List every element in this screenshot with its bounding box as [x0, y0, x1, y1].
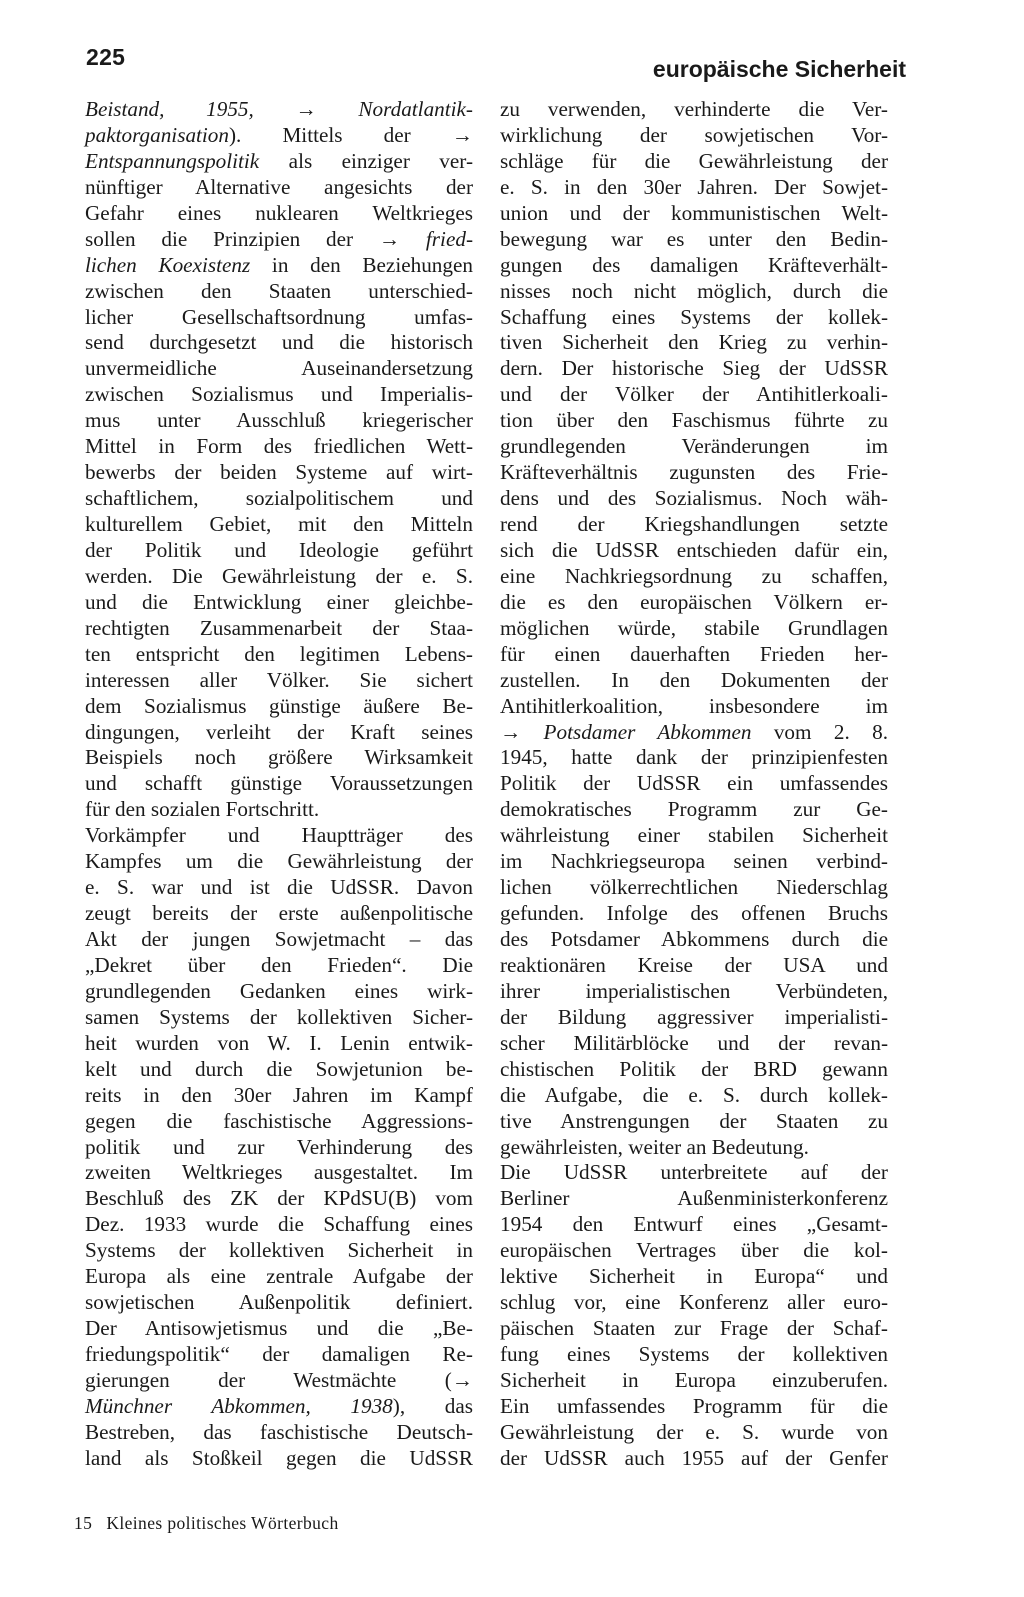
text-line: Beschluß des ZK der KPdSU(B) vom — [85, 1186, 473, 1211]
text-line: union und der kommunistischen Welt- — [500, 200, 888, 225]
text-line: tion über den Faschismus führte zu — [500, 408, 888, 433]
text-line: die es den europäischen Völkern er- — [500, 589, 888, 614]
text-line: nisses noch nicht möglich, durch die — [500, 278, 888, 303]
text-line: zu verwenden, verhinderte die Ver- — [500, 97, 888, 121]
footer — [74, 1513, 353, 1534]
running-head: europäische Sicherheit — [652, 56, 906, 82]
text-line: Bestreben, das faschistische Deutsch- — [85, 1419, 473, 1444]
text-line: Ein umfassendes Programm für die — [500, 1393, 888, 1418]
text-line: zustellen. In den Dokumenten der — [500, 667, 888, 692]
page-number: 225 — [86, 44, 126, 70]
text-line: der UdSSR auch 1955 auf der Genfer — [500, 1445, 888, 1470]
text-line: politik und zur Verhinderung des — [85, 1134, 473, 1159]
text-line: e. S. in den 30er Jahren. Der Sowjet- — [500, 174, 888, 199]
text-line: gefunden. Infolge des offenen Bruchs — [500, 901, 888, 926]
text-line: kulturellem Gebiet, mit den Mitteln — [85, 512, 473, 536]
text-line: ten entspricht den legitimen Lebens- — [85, 641, 473, 666]
text-line: lichen Koexistenz in den Beziehungen — [85, 252, 473, 277]
text-line: heit wurden von W. I. Lenin entwik- — [85, 1030, 473, 1055]
text-line: bewegung war es unter den Bedin- — [500, 226, 888, 251]
text-line: Sicherheit in Europa einzuberufen. — [500, 1367, 888, 1392]
text-line: reits in den 30er Jahren im Kampf — [85, 1082, 473, 1107]
text-line: dens und des Sozialismus. Noch wäh- — [500, 486, 888, 511]
text-column-right — [500, 97, 888, 1472]
text-line: sich die UdSSR entschieden dafür ein, — [500, 537, 888, 562]
text-line: gegen die faschistische Aggressions- — [85, 1108, 473, 1133]
text-line: schlug vor, eine Konferenz aller euro- — [500, 1290, 888, 1315]
text-line: zwischen den Staaten unterschied- — [85, 278, 473, 303]
text-line: dem Sozialismus günstige äußere Be- — [85, 693, 473, 718]
text-line: und schafft günstige Voraussetzungen — [85, 771, 473, 796]
text-line: die Aufgabe, die e. S. durch kollek- — [500, 1082, 888, 1107]
text-line: Gefahr eines nuklearen Weltkrieges — [85, 200, 473, 225]
text-line: friedungspolitik“ der damaligen Re- — [85, 1342, 473, 1366]
text-line: gewährleisten, weiter an Bedeutung. — [500, 1134, 809, 1159]
text-line: dern. Der historische Sieg der UdSSR — [500, 356, 888, 381]
text-line: bewerbs der beiden Systeme auf wirt- — [85, 460, 473, 485]
text-line: → Potsdamer Abkommen vom 2. 8. — [500, 719, 888, 744]
text-line: Vorkämpfer und Hauptträger des — [85, 823, 473, 848]
text-line: chistischen Politik der BRD gewann — [500, 1056, 888, 1081]
text-line: Der Antisowjetismus und die „Be- — [85, 1316, 473, 1341]
text-line: unvermeidliche Auseinandersetzung — [85, 356, 473, 381]
text-line: zwischen Sozialismus und Imperialis- — [85, 382, 473, 407]
text-line: rechtigten Zusammenarbeit der Staa- — [85, 615, 473, 640]
text-line: möglichen würde, stabile Grundlagen — [500, 615, 888, 640]
text-line: Antihitlerkoalition, insbesondere im — [500, 693, 888, 718]
text-line: mus unter Ausschluß kriegerischer — [85, 408, 473, 433]
text-line: sollen die Prinzipien der → fried- — [85, 226, 473, 251]
text-line: zeugt bereits der erste außenpolitische — [85, 901, 473, 926]
text-line: interessen aller Völker. Sie sichert — [85, 667, 473, 692]
text-line: Beistand, 1955, → Nordatlantik- — [85, 97, 473, 121]
text-line: und der Völker der Antihitlerkoali- — [500, 382, 888, 407]
text-line: des Potsdamer Abkommens durch die — [500, 927, 888, 951]
text-line: gungen des damaligen Kräfteverhält- — [500, 252, 888, 277]
text-line: grundlegenden Gedanken eines wirk- — [85, 978, 473, 1003]
text-line: für einen dauerhaften Frieden her- — [500, 641, 888, 666]
text-line: werden. Die Gewährleistung der e. S. — [85, 563, 473, 588]
text-line: grundlegenden Veränderungen im — [500, 434, 888, 459]
text-line: päischen Staaten zur Frage der Schaf- — [500, 1316, 888, 1341]
footer-signature: 15 — [74, 1513, 93, 1533]
text-line: Die UdSSR unterbreitete auf der — [500, 1160, 888, 1185]
text-line: lichen völkerrechtlichen Niederschlag — [500, 875, 888, 900]
text-line: kelt und durch die Sowjetunion be- — [85, 1056, 473, 1081]
text-line: fung eines Systems der kollektiven — [500, 1342, 888, 1366]
text-line: Systems der kollektiven Sicherheit in — [85, 1238, 473, 1263]
text-line: 1954 den Entwurf eines „Gesamt- — [500, 1212, 888, 1237]
text-line: send durchgesetzt und die historisch — [85, 330, 473, 355]
text-line: land als Stoßkeil gegen die UdSSR — [85, 1445, 473, 1470]
text-line: zweiten Weltkrieges ausgestaltet. Im — [85, 1160, 473, 1185]
text-line: scher Militärblöcke und der revan- — [500, 1030, 888, 1055]
text-line: gierungen der Westmächte (→ — [85, 1367, 473, 1392]
text-line: Europa als eine zentrale Aufgabe der — [85, 1264, 473, 1289]
text-column-left — [85, 97, 473, 1472]
text-line: paktorganisation). Mittels der → — [85, 122, 473, 147]
text-line: Münchner Abkommen, 1938), das — [85, 1393, 473, 1418]
footer-book-title: Kleines politisches Wörterbuch — [106, 1513, 339, 1533]
text-line: ihrer imperialistischen Verbündeten, — [500, 978, 888, 1003]
text-line: Entspannungspolitik als einziger ver- — [85, 148, 473, 173]
text-line: der Politik und Ideologie geführt — [85, 537, 473, 562]
text-line: eine Nachkriegsordnung zu schaffen, — [500, 563, 888, 588]
text-line: dingungen, verleiht der Kraft seines — [85, 719, 473, 744]
text-line: lektive Sicherheit in Europa“ und — [500, 1264, 888, 1289]
text-line: 1945, hatte dank der prinzipienfesten — [500, 745, 888, 770]
text-line: europäischen Vertrages über die kol- — [500, 1238, 888, 1263]
text-line: und die Entwicklung einer gleichbe- — [85, 589, 473, 614]
text-line: Mittel in Form des friedlichen Wett- — [85, 434, 473, 459]
text-line: der Bildung aggressiver imperialisti- — [500, 1004, 888, 1029]
text-line: Dez. 1933 wurde die Schaffung eines — [85, 1212, 473, 1237]
text-line: „Dekret über den Frieden“. Die — [85, 952, 473, 977]
text-line: Beispiels noch größere Wirksamkeit — [85, 745, 473, 770]
text-line: Schaffung eines Systems der kollek- — [500, 304, 888, 329]
text-line: wirklichung der sowjetischen Vor- — [500, 122, 888, 147]
text-line: samen Systems der kollektiven Sicher- — [85, 1004, 473, 1029]
text-line: Berliner Außenministerkonferenz — [500, 1186, 888, 1211]
text-line: schaftlichem, sozialpolitischem und — [85, 486, 473, 511]
text-line: nünftiger Alternative angesichts der — [85, 174, 473, 199]
text-line: im Nachkriegseuropa seinen verbind- — [500, 849, 888, 874]
text-line: schläge für die Gewährleistung der — [500, 148, 888, 173]
text-line: licher Gesellschaftsordnung umfas- — [85, 304, 473, 329]
text-line: e. S. war und ist die UdSSR. Davon — [85, 875, 473, 900]
text-line: Gewährleistung der e. S. wurde von — [500, 1419, 888, 1444]
text-line: rend der Kriegshandlungen setzte — [500, 512, 888, 536]
text-line: sowjetischen Außenpolitik definiert. — [85, 1290, 473, 1315]
text-line: Kampfes um die Gewährleistung der — [85, 849, 473, 874]
text-line: reaktionären Kreise der USA und — [500, 952, 888, 977]
text-line: Akt der jungen Sowjetmacht – das — [85, 927, 473, 951]
text-line: währleistung einer stabilen Sicherheit — [500, 823, 888, 848]
text-line: Politik der UdSSR ein umfassendes — [500, 771, 888, 796]
text-line: demokratisches Programm zur Ge- — [500, 797, 888, 822]
text-line: tiven Sicherheit den Krieg zu verhin- — [500, 330, 888, 355]
text-line: Kräfteverhältnis zugunsten des Frie- — [500, 460, 888, 485]
text-line: für den sozialen Fortschritt. — [85, 797, 320, 822]
text-line: tive Anstrengungen der Staaten zu — [500, 1108, 888, 1133]
